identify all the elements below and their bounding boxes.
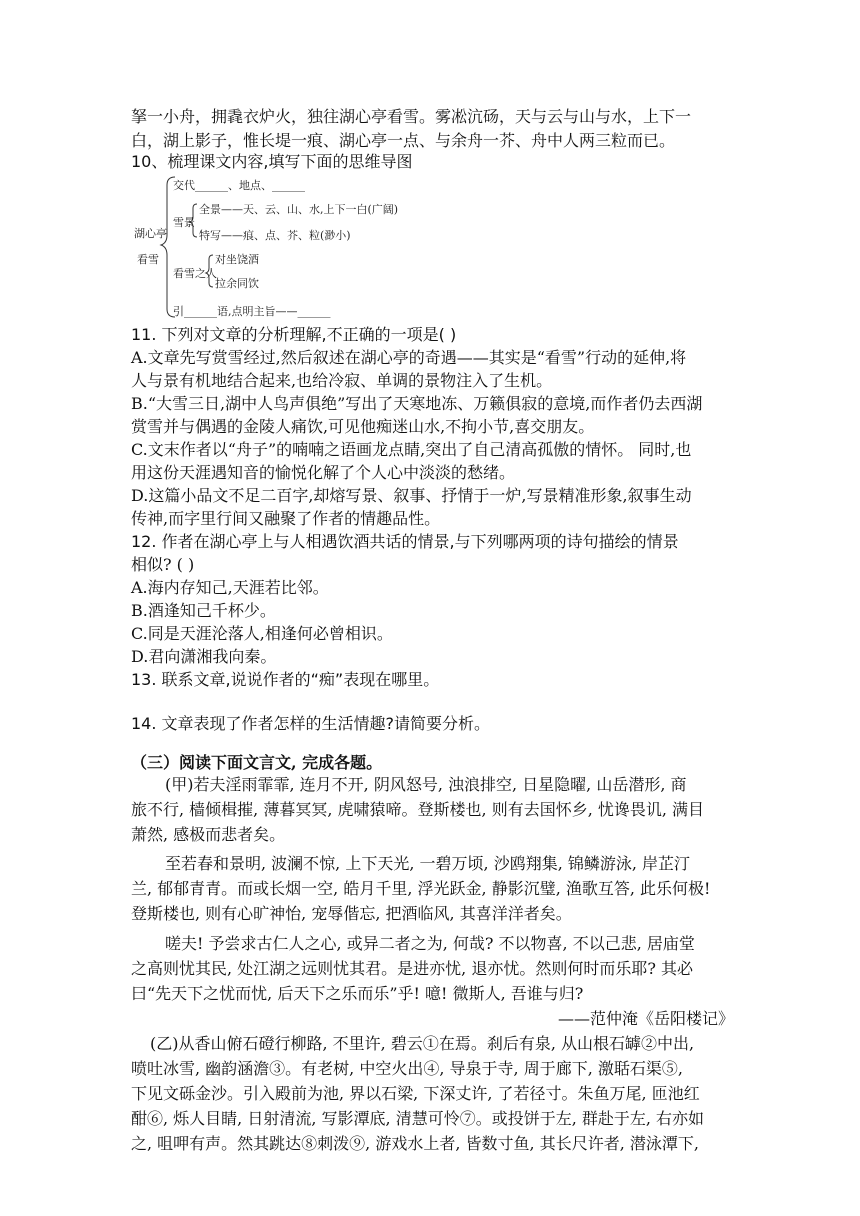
mindmap-branch: 看雪之人 [173, 267, 217, 280]
mindmap-root: 湖心亭 [134, 227, 167, 240]
mindmap-branch: 雪景 [173, 216, 195, 229]
section-heading: （三）阅读下面文言文, 完成各题。 [131, 753, 383, 772]
yi-line: 之, 咀呷有声。然其跳达⑧刺泼⑨, 游戏水上者, 皆数寸鱼, 其长尺许者, 潜泳潭下, [131, 1134, 699, 1153]
jia-line: 至若春和景明, 波澜不惊, 上下天光, 一碧万顷, 沙鸥翔集, 锦鳞游泳, 岸芷汀 [165, 854, 691, 873]
option-line: B.酒逢知己千杯少。 [131, 601, 276, 620]
question-12-cont: 相似? ( ) [131, 555, 195, 574]
option-line: A.海内存知己,天涯若比邻。 [131, 578, 329, 597]
option-line: 用这份天涯遇知音的愉悦化解了个人心中淡淡的愁绪。 [131, 463, 516, 482]
option-line: 传神,而字里行间又融聚了作者的情趣品性。 [131, 509, 441, 528]
jia-line: (甲)若夫淫雨霏霏, 连月不开, 阴风怒号, 浊浪排空, 日星隐曜, 山岳潜形, 商 [165, 775, 687, 794]
mindmap-root: 看雪 [137, 253, 159, 266]
jia-line: 兰, 郁郁青青。而或长烟一空, 皓月千里, 浮光跃金, 静影沉璧, 渔歌互答, 此乐何极! [131, 879, 711, 898]
passage-line: 拏一小舟，拥毳衣炉火，独往湖心亭看雪。雾凇沆砀，天与云与山与水，上下一 [131, 107, 692, 126]
option-line: C.同是天涯沦落人,相逢何必曾相识。 [131, 624, 393, 643]
option-line: 人与景有机地结合起来,也给冷寂、单调的景物注入了生机。 [131, 371, 553, 390]
mindmap-leaf: 全景——天、云、山、水,上下一白(广阔) [199, 203, 399, 216]
mindmap-branch: 引______语,点明主旨——______ [173, 305, 331, 318]
option-line: A.文章先写赏雪经过,然后叙述在湖心亭的奇遇——其实是“看雪”行动的延伸,将 [131, 348, 687, 367]
option-line: 赏雪并与偶遇的金陵人痛饮,可见他痴迷山水,不拘小节,喜交朋友。 [131, 417, 595, 436]
yi-line: 喷吐冰雪, 幽韵涵澹③。有老树, 中空火出④, 导泉于寺, 周于廊下, 激聒石渠⑤, [131, 1059, 683, 1078]
jia-line: 曰“先天下之忧而忧, 后天下之乐而乐”乎! 噫! 微斯人, 吾谁与归? [131, 984, 584, 1003]
option-line: D.这篇小品文不足二百字,却熔写景、叙事、抒情于一炉,写景精准形象,叙事生动 [131, 486, 692, 505]
mindmap-leaf: 对坐饶酒 [215, 253, 259, 266]
mindmap-leaf: 拉余同饮 [215, 277, 259, 290]
jia-line: 旅不行, 樯倾楫摧, 薄暮冥冥, 虎啸猿啼。登斯楼也, 则有去国怀乡, 忧谗畏讥, 满目 [131, 800, 705, 819]
jia-line: 登斯楼也, 则有心旷神怡, 宠辱偕忘, 把酒临风, 其喜洋洋者矣。 [131, 904, 572, 923]
jia-line: 嗟夫! 予尝求古仁人之心, 或异二者之为, 何哉? 不以物喜, 不以己悲, 居庙堂 [165, 934, 695, 953]
option-line: D.君向潇湘我向秦。 [131, 647, 277, 666]
attribution: ——范仲淹《岳阳楼记》 [557, 1009, 734, 1028]
question-14: 14. 文章表现了作者怎样的生活情趣?请简要分析。 [131, 714, 491, 733]
question-13: 13. 联系文章,说说作者的“痴”表现在哪里。 [131, 670, 440, 689]
question-12: 12. 作者在湖心亭上与人相遇饮酒共话的情景,与下列哪两项的诗句描绘的情景 [131, 532, 679, 551]
mindmap-branch: 交代______、地点、______ [173, 179, 305, 192]
option-line: B.“大雪三日,湖中人鸟声俱绝”写出了天寒地冻、万籁俱寂的意境,而作者仍去西湖 [131, 394, 703, 413]
question-10: 10、梳理课文内容,填写下面的思维导图 [131, 152, 413, 171]
passage-line: 白，湖上影子，惟长堤一痕、湖心亭一点、与余舟一芥、舟中人两三粒而已。 [131, 131, 676, 150]
yi-line: (乙)从香山俯石磴行柳路, 不里许, 碧云①在焉。刹后有泉, 从山根石罅②中出, [150, 1034, 695, 1053]
question-11: 11. 下列对文章的分析理解,不正确的一项是( ) [131, 325, 457, 344]
jia-line: 之高则忧其民, 处江湖之远则忧其君。是进亦忧, 退亦忧。然则何时而乐耶? 其必 [131, 959, 694, 978]
mind-map [131, 171, 399, 321]
yi-line: 酣⑥, 烁人目睛, 日射清流, 写影潭底, 清慧可怜⑦。或投饼于左, 群赴于左, 右亦如 [131, 1109, 705, 1128]
mind-map-braces [131, 171, 383, 321]
yi-line: 下见文砾金沙。引入殿前为池, 界以石梁, 下深丈许, 了若径寸。朱鱼万尾, 匝池红 [131, 1084, 700, 1103]
mindmap-leaf: 特写——痕、点、芥、粒(渺小) [199, 229, 351, 242]
option-line: C.文末作者以“舟子”的喃喃之语画龙点睛,突出了自己清高孤傲的情怀。 同时,也 [131, 440, 692, 459]
jia-line: 萧然, 感极而悲者矣。 [131, 825, 286, 844]
